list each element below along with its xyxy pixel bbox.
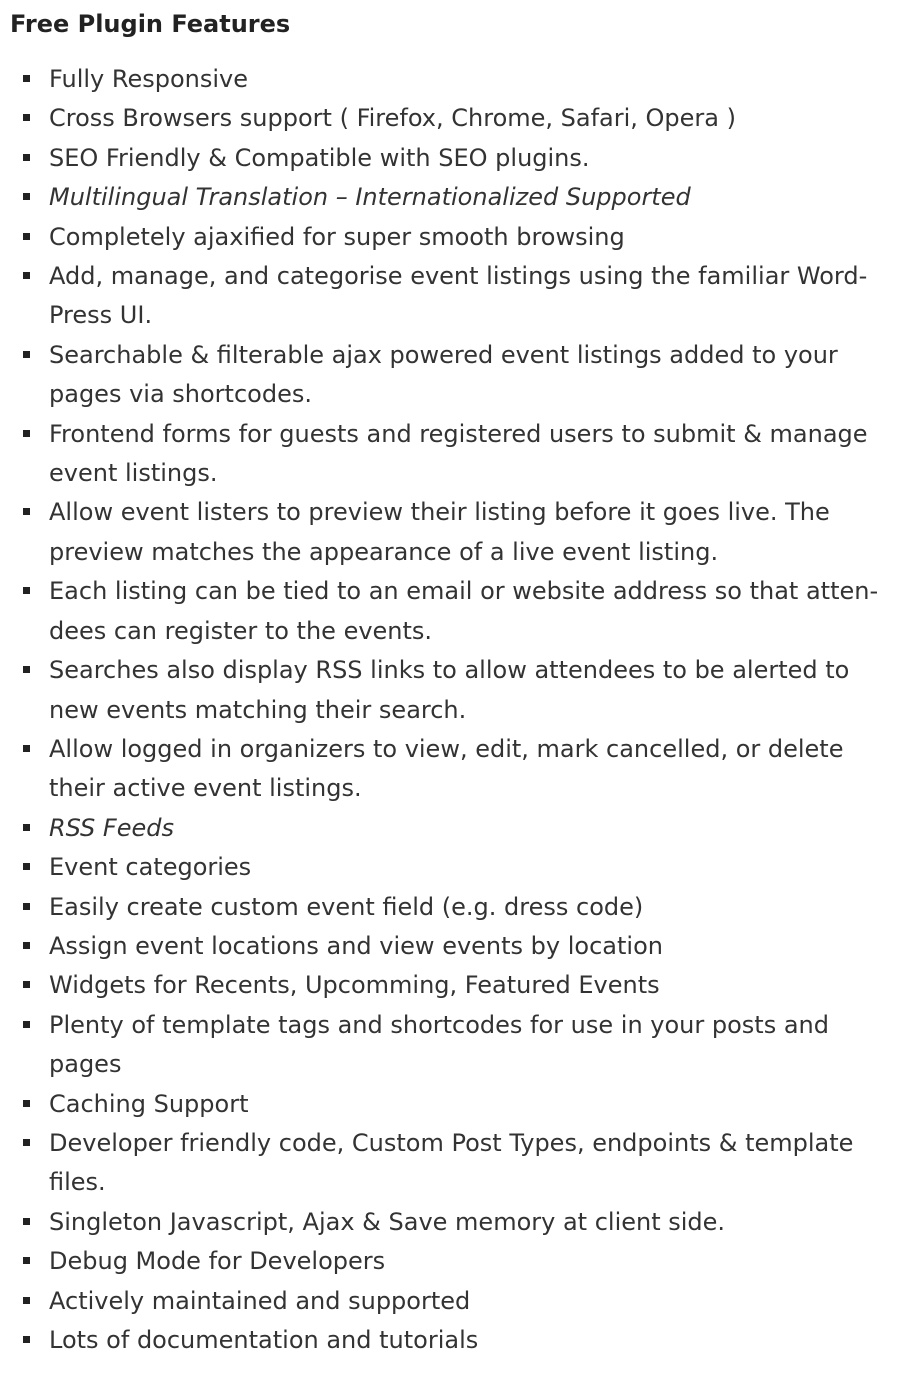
feature-text: Plenty of template tags and shortcodes for use in your posts and pages <box>49 1010 829 1079</box>
feature-list-item <box>10 730 890 809</box>
feature-list-item <box>10 336 890 415</box>
square-bullet-icon <box>23 1139 30 1146</box>
feature-list-item <box>10 651 890 730</box>
square-bullet-icon <box>23 75 30 82</box>
feature-list-item <box>10 1203 890 1242</box>
square-bullet-icon <box>23 1100 30 1107</box>
feature-list-item <box>10 888 890 927</box>
feature-text: Event categories <box>49 853 252 882</box>
square-bullet-icon <box>23 745 30 752</box>
feature-list-item <box>10 809 890 848</box>
feature-list-item <box>10 966 890 1005</box>
feature-list-item <box>10 60 890 99</box>
feature-text: Frontend forms for guests and registered users to submit & manage event listings. <box>49 419 868 488</box>
feature-text: Developer friendly code, Custom Post Types, endpoints & template files. <box>49 1128 854 1197</box>
feature-text: Singleton Javascript, Ajax & Save memory at client side. <box>49 1207 726 1236</box>
square-bullet-icon <box>23 114 30 121</box>
feature-list-item <box>10 848 890 887</box>
square-bullet-icon <box>23 508 30 515</box>
square-bullet-icon <box>23 1021 30 1028</box>
feature-list-item <box>10 1321 890 1360</box>
feature-list-item <box>10 257 890 336</box>
section-heading: Free Plugin Features <box>10 10 291 38</box>
feature-text: Completely ajaxified for super smooth browsing <box>49 222 625 251</box>
square-bullet-icon <box>23 824 30 831</box>
square-bullet-icon <box>23 1297 30 1304</box>
feature-list-item <box>10 1006 890 1085</box>
square-bullet-icon <box>23 351 30 358</box>
feature-text: Allow logged in organizers to view, edit, mark cancelled, or delete their active event listings. <box>49 734 844 803</box>
feature-list-item <box>10 1282 890 1321</box>
feature-text: Allow event listers to preview their listing before it goes live. The preview matches the appearance of a live event listing. <box>49 498 830 566</box>
square-bullet-icon <box>23 233 30 240</box>
feature-list-item <box>10 493 890 572</box>
square-bullet-icon <box>23 193 30 200</box>
feature-text: Lots of documentation and tutorials <box>49 1326 479 1354</box>
feature-text: Easily create custom event field (e.g. dress code) <box>49 892 644 921</box>
square-bullet-icon <box>23 1336 30 1343</box>
feature-list-item <box>10 1242 890 1281</box>
feature-text: Multilingual Translation – Internationalized Supported <box>49 183 691 212</box>
feature-text: Actively maintained and supported <box>49 1286 471 1315</box>
feature-list-item <box>10 218 890 257</box>
feature-text: Assign event locations and view events by location <box>49 931 663 960</box>
square-bullet-icon <box>23 154 30 161</box>
feature-list-item <box>10 1124 890 1203</box>
feature-text: Widgets for Recents, Upcomming, Featured Events <box>49 971 660 1000</box>
feature-list-item <box>10 139 890 178</box>
feature-text: Debug Mode for Developers <box>49 1247 386 1276</box>
square-bullet-icon <box>23 863 30 870</box>
square-bullet-icon <box>23 942 30 949</box>
feature-list-item <box>10 927 890 966</box>
feature-text: RSS Feeds <box>49 813 174 842</box>
feature-list-item <box>10 99 890 138</box>
feature-list-item <box>10 178 890 217</box>
feature-text: Add, manage, and categorise event listings using the familiar WordPress UI. <box>49 262 868 330</box>
feature-text: Searches also display RSS links to allow attendees to be alerted to new events matching their search. <box>49 656 850 724</box>
feature-list-item <box>10 572 890 651</box>
feature-text: Caching Support <box>49 1089 249 1118</box>
feature-text: Each listing can be tied to an email or website address so that attendees can register to the events. <box>49 577 879 645</box>
feature-text: Fully Responsive <box>49 65 249 93</box>
feature-text: Cross Browsers support ( Firefox, Chrome, Safari, Opera ) <box>49 104 736 133</box>
square-bullet-icon <box>23 666 30 673</box>
square-bullet-icon <box>23 1257 30 1264</box>
feature-list-item <box>10 415 890 494</box>
feature-text: Searchable & filterable ajax powered event listings added to your pages via shortcodes. <box>49 340 838 409</box>
square-bullet-icon <box>23 272 30 279</box>
square-bullet-icon <box>23 1218 30 1225</box>
feature-list-item <box>10 1085 890 1124</box>
square-bullet-icon <box>23 587 30 594</box>
feature-text: SEO Friendly & Compatible with SEO plugins. <box>49 143 590 172</box>
feature-list <box>10 60 890 1360</box>
square-bullet-icon <box>23 981 30 988</box>
square-bullet-icon <box>23 903 30 910</box>
square-bullet-icon <box>23 430 30 437</box>
